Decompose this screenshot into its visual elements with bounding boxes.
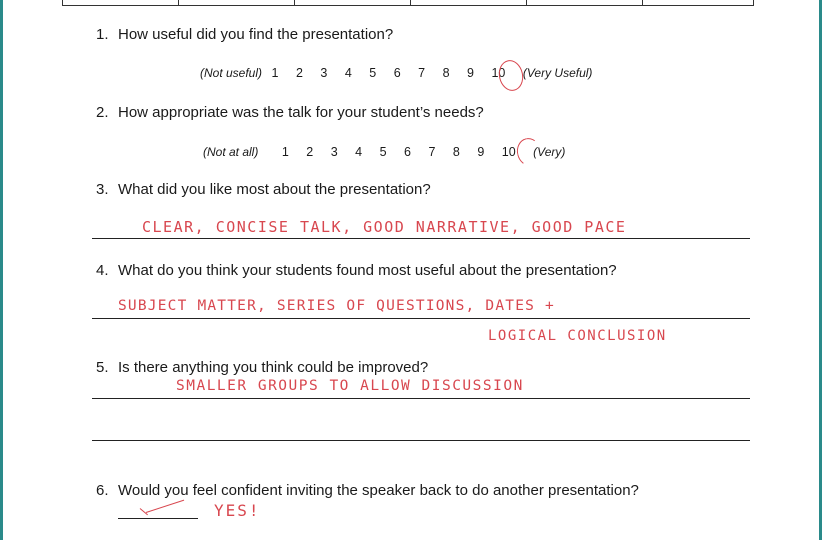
rating-scale-1 (200, 66, 592, 80)
answer-line (92, 318, 750, 319)
scale-number[interactable]: 6 (393, 66, 401, 80)
rating-scale-2 (203, 145, 565, 159)
scale-number[interactable]: 10 (491, 66, 506, 80)
scale-number[interactable]: 5 (369, 66, 377, 80)
answer-line (92, 440, 750, 441)
question-3 (96, 181, 431, 198)
scale-low-label: (Not useful) (200, 66, 263, 80)
scale-number[interactable]: 3 (330, 145, 338, 159)
answer-line (92, 238, 750, 239)
answer-line (118, 518, 198, 519)
question-text: How appropriate was the talk for your student’s needs? (118, 104, 484, 121)
scale-number[interactable]: 2 (295, 66, 303, 80)
question-number: 5. (96, 359, 109, 376)
question-number: 6. (96, 482, 109, 499)
header-table-edge (62, 0, 754, 6)
table-cell (643, 0, 753, 5)
question-text: Would you feel confident inviting the speaker back to do another presentation? (118, 482, 639, 499)
question-number: 2. (96, 104, 109, 121)
question-1 (96, 26, 393, 43)
scale-high-label: (Very Useful) (522, 66, 593, 80)
scale-number[interactable]: 1 (271, 66, 279, 80)
answer-line (92, 398, 750, 399)
scale-number[interactable]: 4 (355, 145, 363, 159)
question-text: Is there anything you think could be improved? (118, 359, 429, 376)
scale-number-selected[interactable]: 9 (477, 145, 485, 159)
scale-low-label: (Not at all) (203, 145, 259, 159)
scale-number-selected[interactable]: 9 (467, 66, 474, 80)
question-number: 1. (96, 26, 109, 43)
scale-number[interactable]: 1 (281, 145, 289, 159)
scale-number[interactable]: 5 (379, 145, 387, 159)
handwritten-answer-3: CLEAR, CONCISE TALK, GOOD NARRATIVE, GOOD PACE (142, 218, 627, 236)
table-cell (295, 0, 411, 5)
table-cell (63, 0, 179, 5)
table-cell (411, 0, 527, 5)
question-6 (96, 482, 639, 499)
handwritten-answer-6: YES! (214, 501, 261, 520)
scale-number[interactable]: 3 (320, 66, 328, 80)
scale-high-label: (Very) (533, 145, 566, 159)
scale-number[interactable]: 8 (452, 145, 460, 159)
question-5 (96, 359, 428, 376)
handwritten-answer-4-line-1: SUBJECT MATTER, SERIES OF QUESTIONS, DATES + (118, 298, 555, 314)
question-4 (96, 262, 617, 279)
table-cell (179, 0, 295, 5)
question-text: How useful did you find the presentation? (118, 26, 394, 43)
question-2 (96, 104, 484, 121)
question-text: What do you think your students found most useful about the presentation? (118, 262, 617, 279)
scale-number[interactable]: 2 (306, 145, 314, 159)
question-text: What did you like most about the presentation? (118, 181, 431, 198)
question-number: 3. (96, 181, 109, 198)
scale-number[interactable]: 7 (428, 145, 436, 159)
table-cell (527, 0, 643, 5)
scale-number[interactable]: 7 (418, 66, 426, 80)
scale-number[interactable]: 6 (404, 145, 411, 159)
scale-number[interactable]: 8 (442, 66, 450, 80)
scale-number[interactable]: 4 (344, 66, 352, 80)
question-number: 4. (96, 262, 109, 279)
handwritten-answer-5: SMALLER GROUPS TO ALLOW DISCUSSION (176, 378, 524, 394)
handwritten-answer-4-line-2: LOGICAL CONCLUSION (488, 328, 667, 344)
scale-number[interactable]: 10 (501, 145, 516, 159)
